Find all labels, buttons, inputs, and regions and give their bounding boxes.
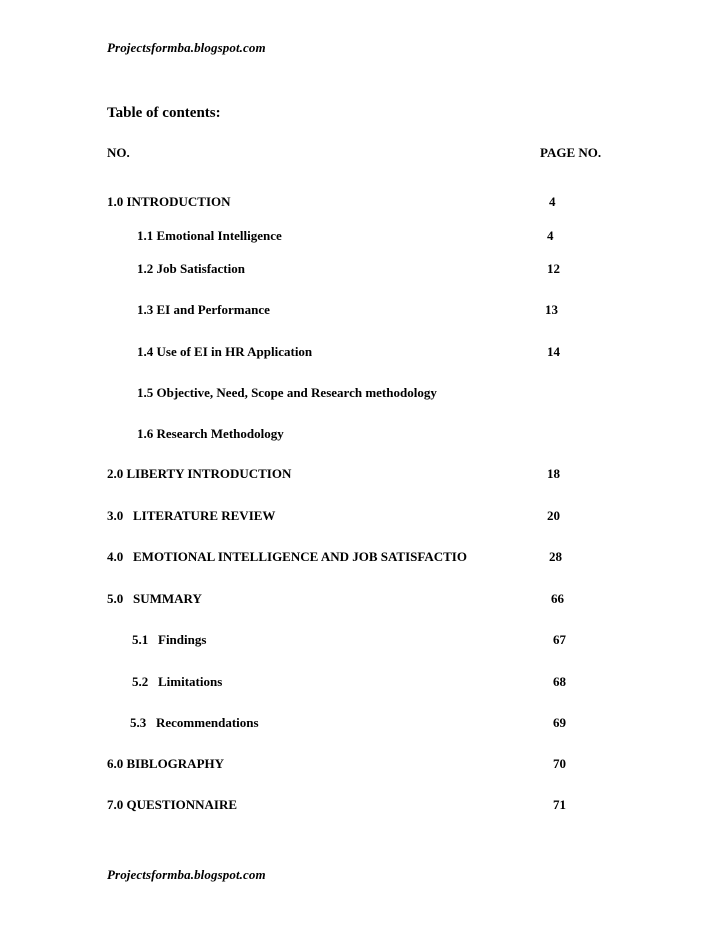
toc-entry-page: 28 — [549, 549, 562, 564]
toc-entry-label: 1.4 Use of EI in HR Application — [137, 344, 313, 359]
toc-entry-page: 20 — [547, 508, 560, 523]
toc-entry-page: 12 — [547, 261, 560, 276]
toc-entry-label: 5.3 Recommendations — [130, 715, 259, 730]
toc-entry-page: 69 — [553, 715, 566, 730]
toc-entry-label: 1.0 INTRODUCTION — [107, 194, 231, 209]
toc-entry-label: 6.0 BIBLOGRAPHY — [107, 756, 225, 771]
toc-title: Table of contents: — [107, 105, 221, 121]
toc-entry-label: 1.5 Objective, Need, Scope and Research methodology — [137, 385, 437, 400]
toc-entry-label: 5.0 SUMMARY — [107, 591, 202, 606]
page-footer: Projectsformba.blogspot.com — [107, 867, 266, 882]
toc-entry-page: 66 — [551, 591, 564, 606]
toc-entry-label: 5.1 Findings — [132, 632, 207, 647]
toc-entry-label: 1.2 Job Satisfaction — [137, 261, 245, 276]
toc-entry-label: 5.2 Limitations — [132, 674, 223, 689]
toc-entry-label: 4.0 EMOTIONAL INTELLIGENCE AND JOB SATISFACTIO — [107, 549, 467, 564]
column-header-no: NO. — [107, 145, 130, 160]
toc-entry-label: 7.0 QUESTIONNAIRE — [107, 797, 238, 812]
toc-entry-label: 1.6 Research Methodology — [137, 426, 284, 441]
toc-entry-page: 67 — [553, 632, 566, 647]
toc-entry-page: 13 — [545, 302, 558, 317]
toc-entry-page: 18 — [547, 466, 560, 481]
page-header: Projectsformba.blogspot.com — [107, 40, 266, 55]
toc-entry-page: 70 — [553, 756, 566, 771]
toc-entry-label: 1.1 Emotional Intelligence — [137, 228, 282, 243]
toc-entry-page: 68 — [553, 674, 566, 689]
toc-entry-label: 3.0 LITERATURE REVIEW — [107, 508, 276, 523]
toc-entry-page: 14 — [547, 344, 560, 359]
toc-entry-page: 4 — [549, 194, 556, 209]
toc-entry-page: 71 — [553, 797, 566, 812]
column-header-page: PAGE NO. — [540, 145, 602, 160]
toc-entry-label: 2.0 LIBERTY INTRODUCTION — [107, 466, 292, 481]
toc-entry-label: 1.3 EI and Performance — [137, 302, 270, 317]
toc-entry-page: 4 — [547, 228, 554, 243]
